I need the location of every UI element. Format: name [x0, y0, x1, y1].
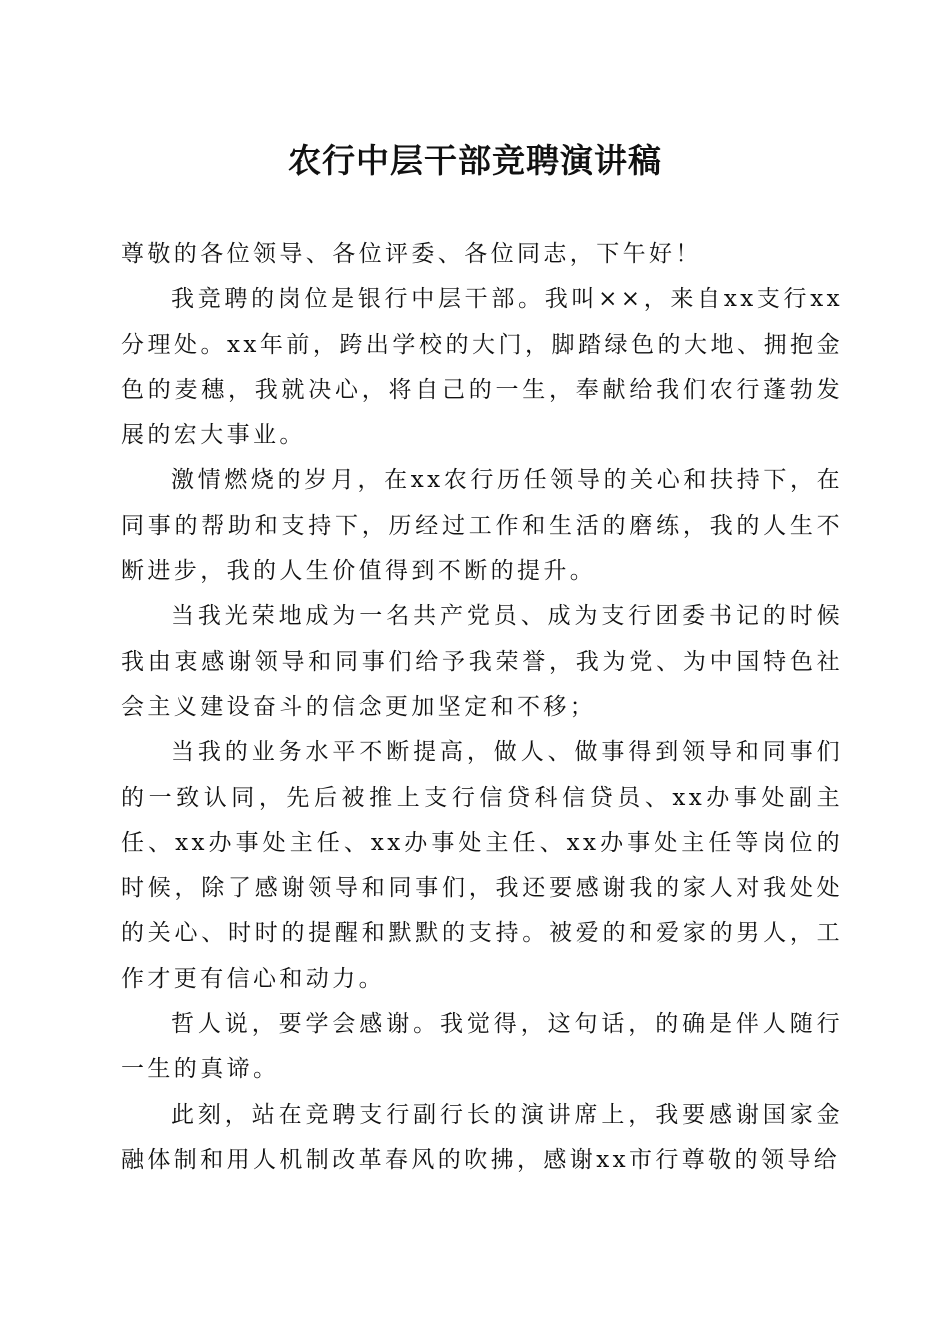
body-paragraph: 哲人说，要学会感谢。我觉得，这句话，的确是伴人随行一生的真谛。 — [121, 1011, 843, 1083]
body-paragraph: 我竞聘的岗位是银行中层干部。我叫××，来自xx支行xx分理处。xx年前，跨出学校的大门，脚踏绿色的大地、拥抱金色的麦穗，我就决心，将自己的一生，奉献给我们农行蓬勃发展的宏大事业。 — [121, 286, 843, 449]
document-title: 农行中层干部竞聘演讲稿 — [288, 141, 662, 180]
body-paragraph: 当我光荣地成为一名共产党员、成为支行团委书记的时候我由衷感谢领导和同事们给予我荣誉，我为党、为中国特色社会主义建设奋斗的信念更加坚定和不移； — [121, 603, 843, 720]
body-paragraph: 激情燃烧的岁月，在xx农行历任领导的关心和扶持下，在同事的帮助和支持下，历经过工作和生活的磨练，我的人生不断进步，我的人生价值得到不断的提升。 — [121, 467, 843, 585]
body-paragraph: 当我的业务水平不断提高，做人、做事得到领导和同事们的一致认同，先后被推上支行信贷科信贷员、xx办事处副主任、xx办事处主任、xx办事处主任、xx办事处主任等岗位的时候，除了感谢领导和同事们，我还要感谢我的家人对我处处的关心、时时的提醒和默默的支持。被爱的和爱家的男人，工作才更有信心和动力。 — [121, 739, 843, 992]
body-paragraph: 此刻，站在竞聘支行副行长的演讲席上，我要感谢国家金融体制和用人机制改革春风的吹拂，感谢xx市行尊敬的领导给 — [121, 1101, 843, 1173]
greeting-paragraph: 尊敬的各位领导、各位评委、各位同志，下午好！ — [121, 241, 702, 267]
document-body — [121, 232, 843, 1183]
